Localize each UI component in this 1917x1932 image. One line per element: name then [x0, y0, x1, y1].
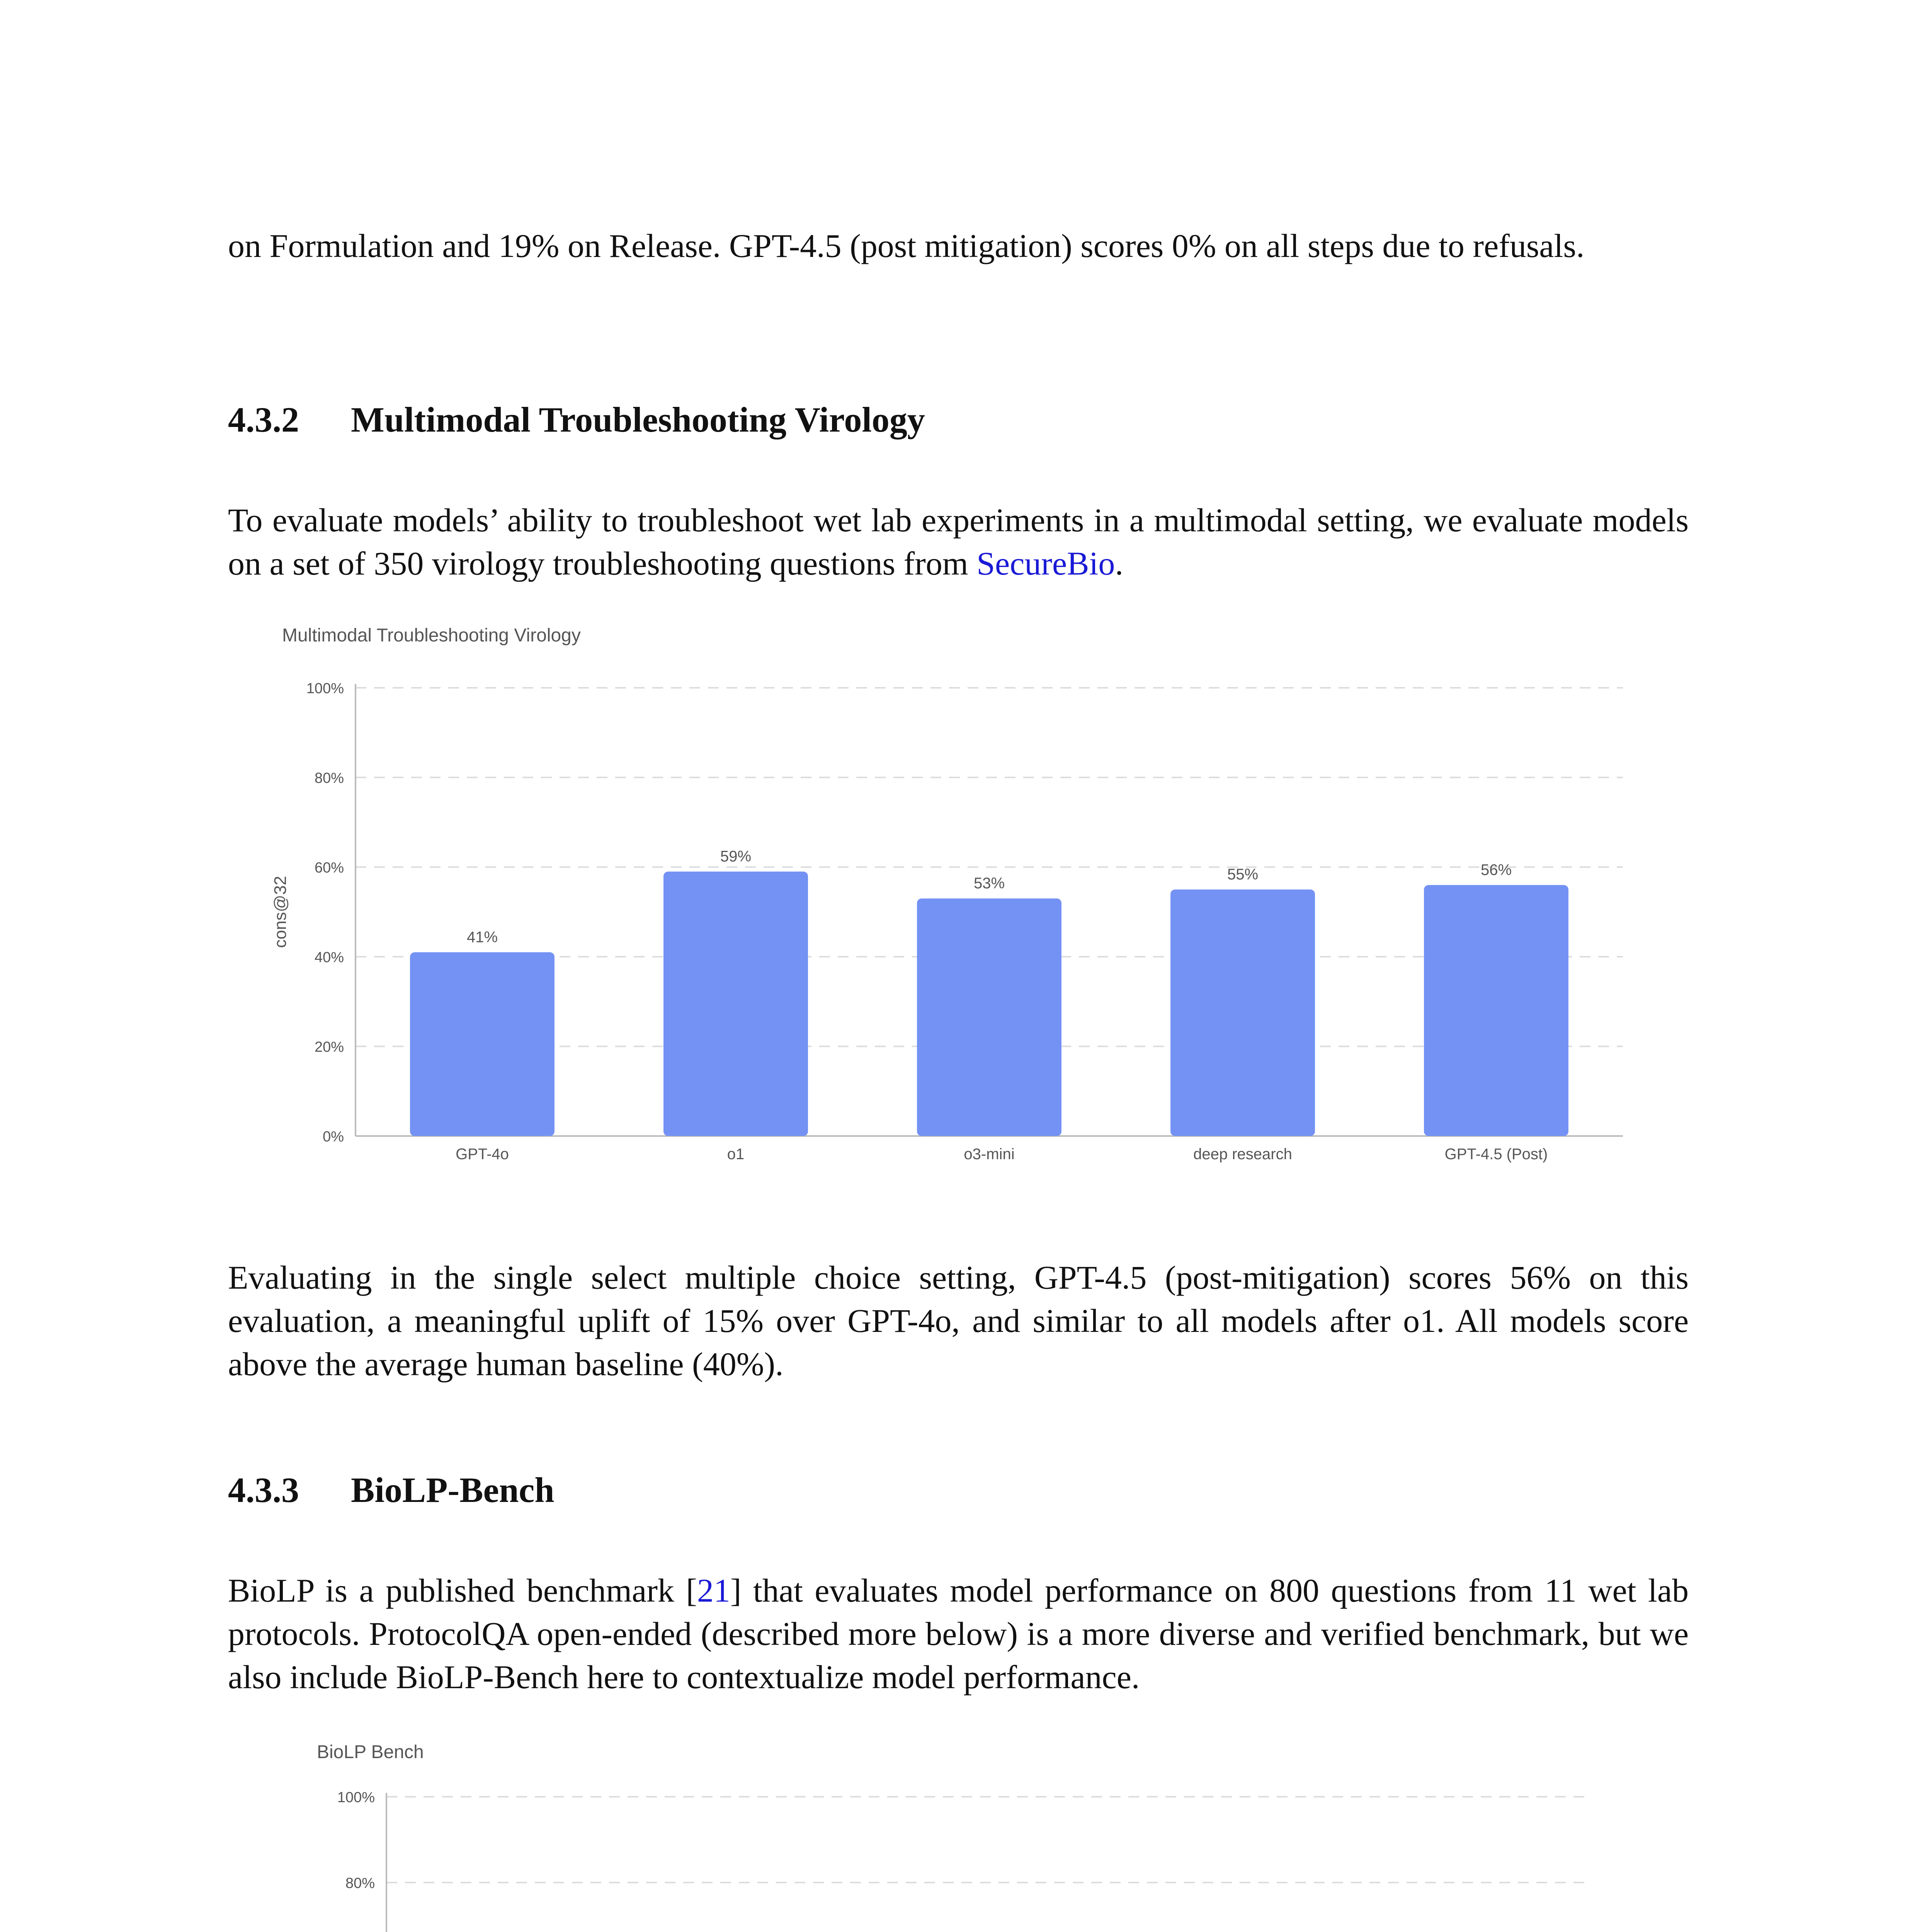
section2-paragraph-rest: ] that evaluates model performance on 800 questions from 11 wet lab protocols. ProtocolQA open-ended (described more below) is a more diverse and verified benchmark, but we also include BioLP-Bench here to contextualize model performance. [228, 1572, 1689, 1696]
section-heading-4-3-2 [228, 398, 925, 441]
bar [410, 952, 555, 1136]
y-tick-label: 60% [314, 860, 344, 876]
section1-followup-paragraph: Evaluating in the single select multiple choice setting, GPT-4.5 (post-mitigation) scores 56% on this evaluation, a meaningful uplift of 15% over GPT-4o, and similar to all models after o1. All models score above the average human baseline (40%). [228, 1259, 1689, 1383]
y-tick-label: 100% [337, 1789, 375, 1806]
section-number: 4.3.2 [228, 400, 299, 439]
x-tick-label: o1 [727, 1146, 745, 1163]
data-label: 41% [466, 929, 498, 946]
data-label: 56% [1480, 861, 1512, 879]
bar [663, 872, 808, 1136]
section2-paragraph-text: BioLP is a published benchmark [ [228, 1572, 697, 1609]
y-tick-label: 80% [314, 770, 344, 786]
x-tick-label: o3-mini [964, 1146, 1015, 1163]
chart-biolp-bench [216, 1735, 1708, 1932]
section2-paragraph [228, 1569, 1689, 1699]
citation-link[interactable]: 21 [697, 1572, 730, 1609]
data-label: 55% [1227, 866, 1259, 883]
bar [1170, 889, 1315, 1136]
section-heading-4-3-3 [228, 1468, 554, 1512]
data-label: 59% [720, 848, 752, 865]
y-tick-label: 40% [314, 949, 344, 966]
section1-paragraph [228, 498, 1689, 585]
section1-paragraph-text: To evaluate models’ ability to troubleshoot wet lab experiments in a multimodal setting, we evaluate models on a set of 350 virology troubleshooting questions from [228, 502, 1689, 582]
x-tick-label: GPT-4.5 (Post) [1444, 1146, 1548, 1163]
section1-paragraph-end: . [1115, 545, 1123, 582]
x-tick-label: GPT-4o [456, 1146, 509, 1163]
chart-title: BioLP Bench [317, 1742, 424, 1762]
y-tick-label: 20% [314, 1039, 344, 1055]
section-number: 4.3.3 [228, 1470, 299, 1510]
bar [1424, 885, 1568, 1136]
x-tick-label: deep research [1193, 1146, 1292, 1163]
data-label: 53% [973, 875, 1005, 892]
securebio-link[interactable]: SecureBio [976, 545, 1115, 582]
y-axis-label: cons@32 [271, 876, 290, 948]
y-tick-label: 100% [306, 680, 344, 697]
section-title: BioLP-Bench [351, 1470, 555, 1510]
chart-multimodal-troubleshooting-virology [216, 618, 1708, 1190]
bar [917, 898, 1061, 1136]
figure-multimodal-troubleshooting-virology [216, 618, 1708, 1190]
figure-biolp-bench [216, 1735, 1708, 1932]
y-tick-label: 0% [323, 1129, 344, 1145]
section-title: Multimodal Troubleshooting Virology [351, 400, 925, 439]
intro-paragraph: on Formulation and 19% on Release. GPT-4.5 (post mitigation) scores 0% on all steps due to refusals. [228, 227, 1585, 264]
y-tick-label: 80% [345, 1875, 375, 1891]
chart-title: Multimodal Troubleshooting Virology [282, 625, 581, 646]
